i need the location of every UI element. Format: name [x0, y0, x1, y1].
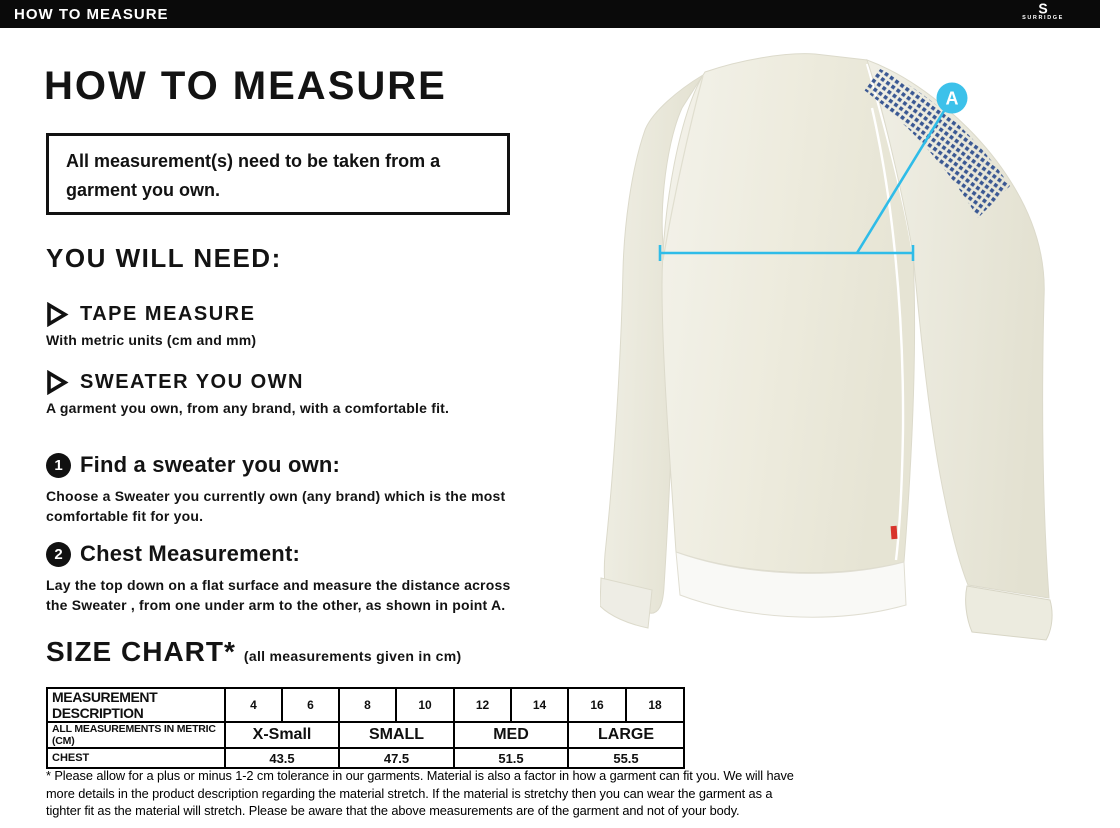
step-number-badge: 2	[46, 542, 71, 567]
need-item-label: SWEATER YOU OWN	[80, 371, 304, 393]
surridge-s-icon: S	[1038, 0, 1048, 17]
top-bar-title: HOW TO MEASURE	[14, 5, 169, 23]
you-will-need-heading: YOU WILL NEED:	[46, 243, 282, 273]
size-group-cell: LARGE	[568, 722, 684, 748]
size-chart-table	[46, 687, 685, 769]
need-item-description: With metric units (cm and mm)	[46, 332, 257, 348]
metric-label-cell: ALL MEASUREMENTS IN METRIC (CM)	[47, 722, 225, 748]
size-group-cell: MED	[454, 722, 568, 748]
measurement-description-header: MEASUREMENT DESCRIPTION	[47, 688, 225, 722]
size-column-header: 14	[511, 688, 568, 722]
chest-value: 55.5	[568, 748, 684, 768]
need-item-description: A garment you own, from any brand, with a comfortable fit.	[46, 400, 450, 416]
size-column-header: 4	[225, 688, 282, 722]
need-item-tape-measure	[46, 302, 256, 348]
chest-value: 51.5	[454, 748, 568, 768]
step-description-line: the Sweater , from one under arm to the other, as shown in point A.	[46, 597, 506, 613]
size-chart-title: SIZE CHART*	[46, 636, 236, 667]
chest-value: 47.5	[339, 748, 454, 768]
footnote-line: more details in the product description regarding the material stretch. If the material is stretchy then you can wear the garment as a	[46, 785, 773, 801]
footnote	[46, 767, 946, 820]
size-group-cell: SMALL	[339, 722, 454, 748]
table-header-row	[47, 688, 684, 722]
size-column-header: 8	[339, 688, 396, 722]
size-column-header: 10	[396, 688, 454, 722]
note-line: All measurement(s) need to be taken from a	[66, 151, 441, 171]
step-description-line: Lay the top down on a flat surface and measure the distance across	[46, 577, 511, 593]
size-group-row	[47, 722, 684, 748]
note-line: garment you own.	[66, 180, 221, 200]
size-column-header: 16	[568, 688, 626, 722]
size-column-header: 12	[454, 688, 511, 722]
step-description-line: Choose a Sweater you currently own (any brand) which is the most	[46, 488, 506, 504]
size-column-header: 18	[626, 688, 684, 722]
size-chart-subtitle: (all measurements given in cm)	[243, 648, 462, 664]
step-title: Chest Measurement:	[80, 541, 300, 566]
size-chart-heading-row	[46, 636, 461, 668]
footnote-line: tighter fit as the material will stretch. Please be aware that the above measurements are of the garment and not of your body.	[46, 803, 740, 818]
marker-a-label: A	[945, 88, 959, 109]
chest-row-label: CHEST	[47, 748, 225, 768]
step-1	[46, 452, 505, 526]
surridge-logo	[1008, 1, 1078, 27]
side-red-tag	[891, 526, 898, 539]
triangle-bullet-icon	[46, 302, 69, 327]
step-number-badge: 1	[46, 453, 71, 478]
top-bar	[0, 0, 1100, 28]
size-group-cell: X-Small	[225, 722, 339, 748]
step-2	[46, 541, 510, 615]
step-title: Find a sweater you own:	[80, 452, 341, 477]
chest-row	[47, 748, 684, 768]
surridge-logo-text: SURRIDGE	[1022, 15, 1064, 21]
need-item-sweater	[46, 370, 449, 416]
triangle-bullet-icon	[46, 370, 69, 395]
sweater-image	[600, 30, 1070, 650]
page-title: HOW TO MEASURE	[44, 64, 447, 108]
footnote-line: * Please allow for a plus or minus 1-2 cm tolerance in our garments. Material is also a factor in how a garment can fit you. We will have	[46, 768, 794, 783]
size-column-header: 6	[282, 688, 339, 722]
step-description-line: comfortable fit for you.	[46, 508, 204, 524]
note-box	[46, 133, 510, 215]
chest-value: 43.5	[225, 748, 339, 768]
marker-a	[937, 83, 968, 114]
need-item-label: TAPE MEASURE	[80, 303, 256, 325]
